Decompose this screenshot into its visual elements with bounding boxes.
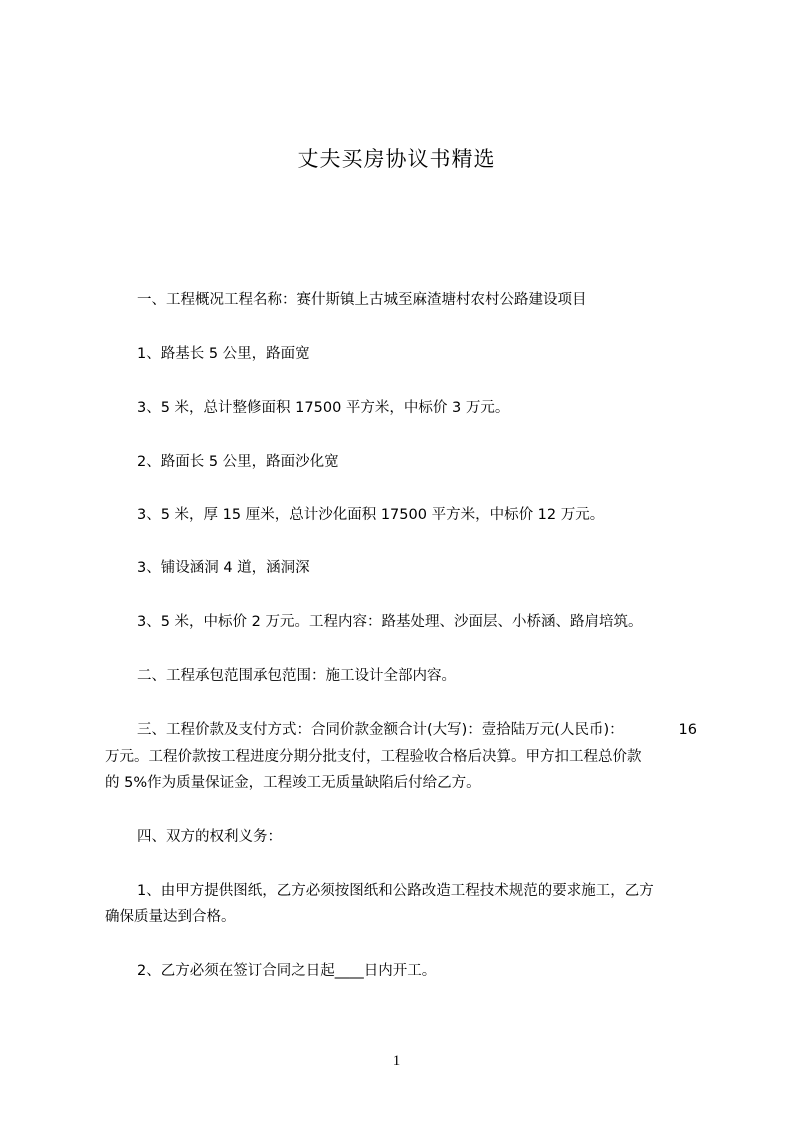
- paragraph-road-surface-area: 3、5 米，厚 15 厘米，总计沙化面积 17500 平方米，中标价 12 万元。: [137, 507, 605, 523]
- paragraph-project-content: 3、5 米，中标价 2 万元。工程内容：路基处理、沙面层、小桥涵、路肩培筑。: [137, 614, 643, 630]
- paragraph-price-line1: [105, 718, 705, 742]
- document-title: 丈夫买房协议书精选: [297, 147, 496, 171]
- paragraph-drawings-line2: 确保质量达到合格。: [105, 909, 236, 925]
- paragraph-drawings-line1: 1、由甲方提供图纸，乙方必须按图纸和公路改造工程技术规范的要求施工，乙方: [137, 883, 654, 899]
- paragraph-contract-scope: 二、工程承包范围承包范围：施工设计全部内容。: [137, 668, 456, 684]
- paragraph-price-line3: 的 5%作为质量保证金，工程竣工无质量缺陷后付给乙方。: [105, 775, 481, 791]
- paragraph-price-line2: 万元。工程价款按工程进度分期分批支付，工程验收合格后决算。甲方扣工程总价款: [105, 749, 642, 765]
- paragraph-roadbed-length: 1、路基长 5 公里，路面宽: [137, 346, 310, 362]
- price-amount: 16: [678, 722, 697, 738]
- paragraph-road-surface-length: 2、路面长 5 公里，路面沙化宽: [137, 454, 339, 470]
- price-clause-text: 三、工程价款及支付方式：合同价款金额合计(大写)：壹拾陆万元(人民币)：: [137, 722, 624, 738]
- paragraph-start-date: 2、乙方必须在签订合同之日起____日内开工。: [137, 963, 437, 979]
- paragraph-rights-obligations: 四、双方的权利义务：: [137, 829, 282, 845]
- paragraph-roadbed-area: 3、5 米，总计整修面积 17500 平方米，中标价 3 万元。: [137, 400, 510, 416]
- page-number: 1: [392, 1053, 401, 1069]
- paragraph-culverts: 3、铺设涵洞 4 道，涵洞深: [137, 560, 310, 576]
- paragraph-project-overview: 一、工程概况工程名称：赛什斯镇上古城至麻渣塘村农村公路建设项目: [137, 292, 587, 308]
